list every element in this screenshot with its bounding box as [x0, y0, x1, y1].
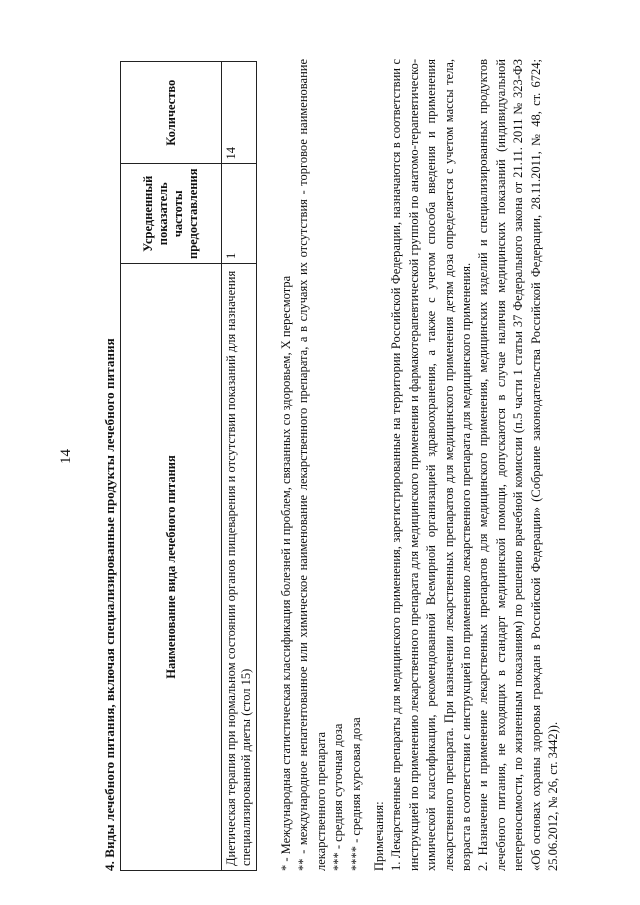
note-2: 2. Назначение и применение лекарственных препаратов для медицинского применения, медицинских изделий и специализированных продуктов лечебного питания, не входящих в стандарт медицинской помощи, допускаются в случае наличия медицинских показаний (индивидуальной непереносимости, по жизненным показаниям) по решению врачебной комиссии (п.5 части 1 статьи 37 Федерального закона от 21.11. 2011 № 323-ФЗ «Об основах охраны здоровья граждан в Российской Федерации» (Собрание законодательства Российской Федерации, 28.11.2011, № 48, ст. 6724; 25.06.2012, № 26, ст. 3442)). [476, 59, 561, 871]
footnote-inn: ** - международное непатентованное или химическое наименование лекарственного препарата, а в случаях их отсутствия - торговое наименование лекарственного препарата [296, 59, 328, 871]
header-quantity: Количество [121, 62, 222, 164]
page-number: 14 [58, 449, 74, 464]
footnote-course-dose: **** - средняя курсовая доза [348, 717, 363, 871]
cell-quantity: 14 [222, 62, 257, 164]
section-title: 4. Виды лечебного питания, включая специализированные продукты лечебного питания [102, 338, 117, 871]
table-row [222, 62, 257, 871]
header-frequency: Усредненный показатель частоты предоставления [121, 164, 222, 264]
cell-name: Диетическая терапия при нормальном состоянии органов пищеварения и отсутствии показаний для назначения специализированной диеты (стол 15) [222, 264, 257, 871]
notes-title: Примечания: [372, 801, 387, 871]
footnote-icd: * - Международная статистическая классификация болезней и проблем, связанных со здоровьем, X пересмотра [279, 275, 293, 871]
header-name: Наименование вида лечебного питания [121, 264, 222, 871]
cell-frequency: 1 [222, 164, 257, 264]
nutrition-table [120, 61, 257, 871]
footnote-daily-dose: *** - средняя суточная доза [331, 723, 346, 871]
notes-block [278, 59, 563, 871]
note-1: 1. Лекарственные препараты для медицинского применения, зарегистрированные на территории Российской Федерации, назначаются в соответствии с инструкцией по применению лекарственного препарата для медицинского применения и фармакотерапевтической группой по анатомо-терапевтическо-химической классификации, рекомендованной Всемирной организацией здравоохранения, а также с учетом способа введения и применения лекарственного препарата. При назначении лекарственных препаратов для медицинского применения детям доза определяется с учетом массы тела, возраста в соответствии с инструкцией по применению лекарственного препарата для медицинского применения. [389, 59, 474, 871]
table-header-row [121, 62, 222, 871]
rotated-document-page [58, 24, 618, 889]
